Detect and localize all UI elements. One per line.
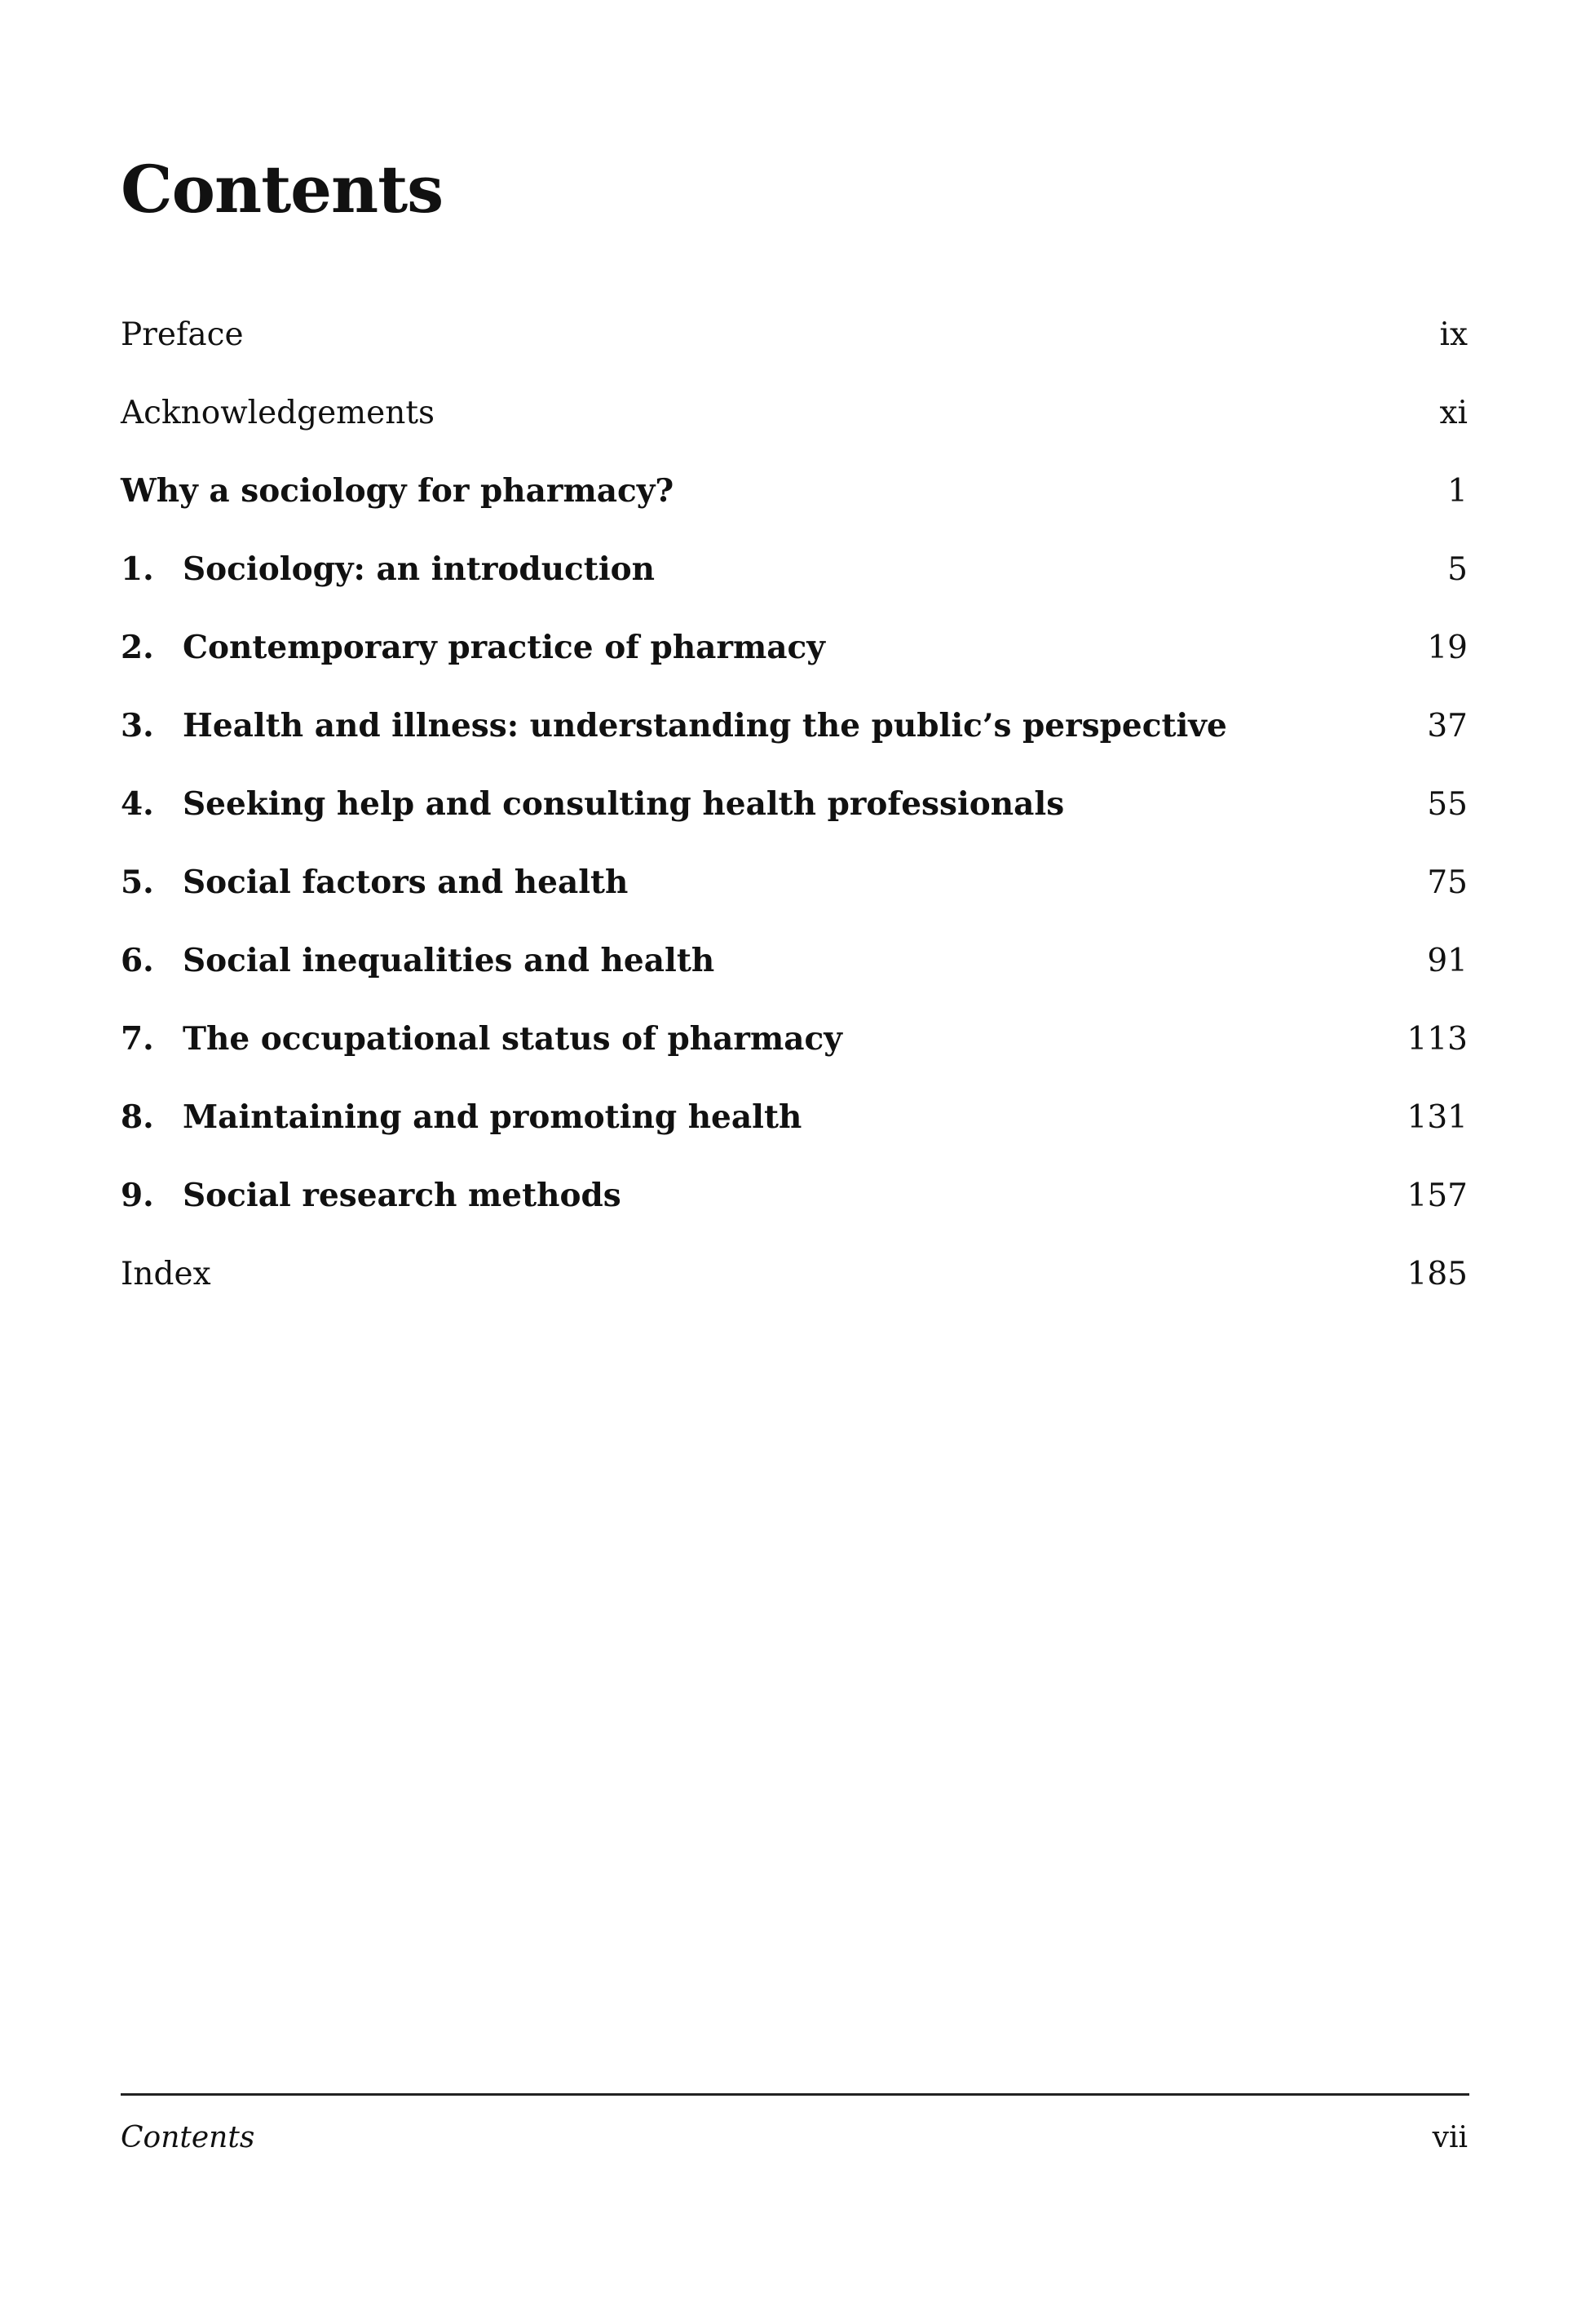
toc-entry-number: 2. — [121, 629, 154, 666]
toc-entry-chapter-6[interactable] — [121, 942, 1468, 1023]
toc-entry-chapter-2[interactable] — [121, 629, 1468, 710]
toc-entry-page: 91 — [1427, 943, 1468, 979]
toc-entry-title: Index — [121, 1256, 211, 1292]
page-title: Contents — [121, 151, 444, 228]
toc-entry-chapter-3[interactable] — [121, 707, 1468, 789]
toc-entry-page: 131 — [1407, 1099, 1468, 1136]
toc-entry-title: Contemporary practice of pharmacy — [183, 629, 825, 666]
toc-entry-number: 4. — [121, 785, 154, 823]
toc-entry-title: Acknowledgements — [121, 395, 435, 431]
toc-entry-title: Sociology: an introduction — [183, 550, 656, 588]
toc-entry-page: ix — [1439, 316, 1468, 353]
running-head: Contents — [121, 2121, 255, 2154]
toc-entry-title: The occupational status of pharmacy — [183, 1020, 842, 1058]
toc-entry-title: Why a sociology for pharmacy? — [121, 472, 674, 510]
toc-entry-page: 37 — [1427, 708, 1468, 744]
toc-entry-title: Maintaining and promoting health — [183, 1098, 802, 1136]
toc-entry-title: Seeking help and consulting health professionals — [183, 785, 1065, 823]
toc-entry-chapter-4[interactable] — [121, 785, 1468, 867]
page-number: vii — [1432, 2121, 1468, 2154]
toc-entry-title: Preface — [121, 316, 244, 353]
toc-entry-title: Social factors and health — [183, 864, 629, 901]
toc-entry-page: 5 — [1447, 551, 1468, 588]
toc-entry-chapter-8[interactable] — [121, 1098, 1468, 1180]
toc-entry-number: 9. — [121, 1177, 154, 1214]
toc-entry-chapter-7[interactable] — [121, 1020, 1468, 1102]
toc-entry-preface[interactable] — [121, 316, 1468, 397]
toc-entry-title: Health and illness: understanding the public’s perspective — [183, 707, 1227, 744]
toc-entry-page: 19 — [1427, 630, 1468, 666]
toc-entry-number: 6. — [121, 942, 154, 979]
toc-entry-number: 7. — [121, 1020, 154, 1058]
footer-divider — [121, 2093, 1469, 2096]
toc-entry-number: 8. — [121, 1098, 154, 1136]
toc-entry-title: Social research methods — [183, 1177, 621, 1214]
toc-entry-page: 185 — [1407, 1256, 1468, 1292]
toc-entry-page: 55 — [1427, 786, 1468, 823]
toc-entry-number: 5. — [121, 864, 154, 901]
toc-entry-page: 1 — [1447, 473, 1468, 510]
toc-entry-title: Social inequalities and health — [183, 942, 715, 979]
toc-entry-number: 3. — [121, 707, 154, 744]
toc-entry-page: xi — [1439, 395, 1468, 431]
toc-entry-page: 75 — [1427, 864, 1468, 901]
toc-entry-acknowledgements[interactable] — [121, 397, 1468, 475]
toc-entry-why-sociology[interactable] — [121, 472, 1468, 554]
toc-entry-page: 157 — [1407, 1177, 1468, 1214]
toc-entry-number: 1. — [121, 550, 154, 588]
toc-entry-index[interactable] — [121, 1258, 1468, 1337]
table-of-contents — [121, 316, 1468, 1337]
toc-entry-chapter-1[interactable] — [121, 550, 1468, 632]
toc-entry-chapter-9[interactable] — [121, 1177, 1468, 1258]
toc-entry-chapter-5[interactable] — [121, 864, 1468, 945]
toc-entry-page: 113 — [1407, 1021, 1468, 1058]
